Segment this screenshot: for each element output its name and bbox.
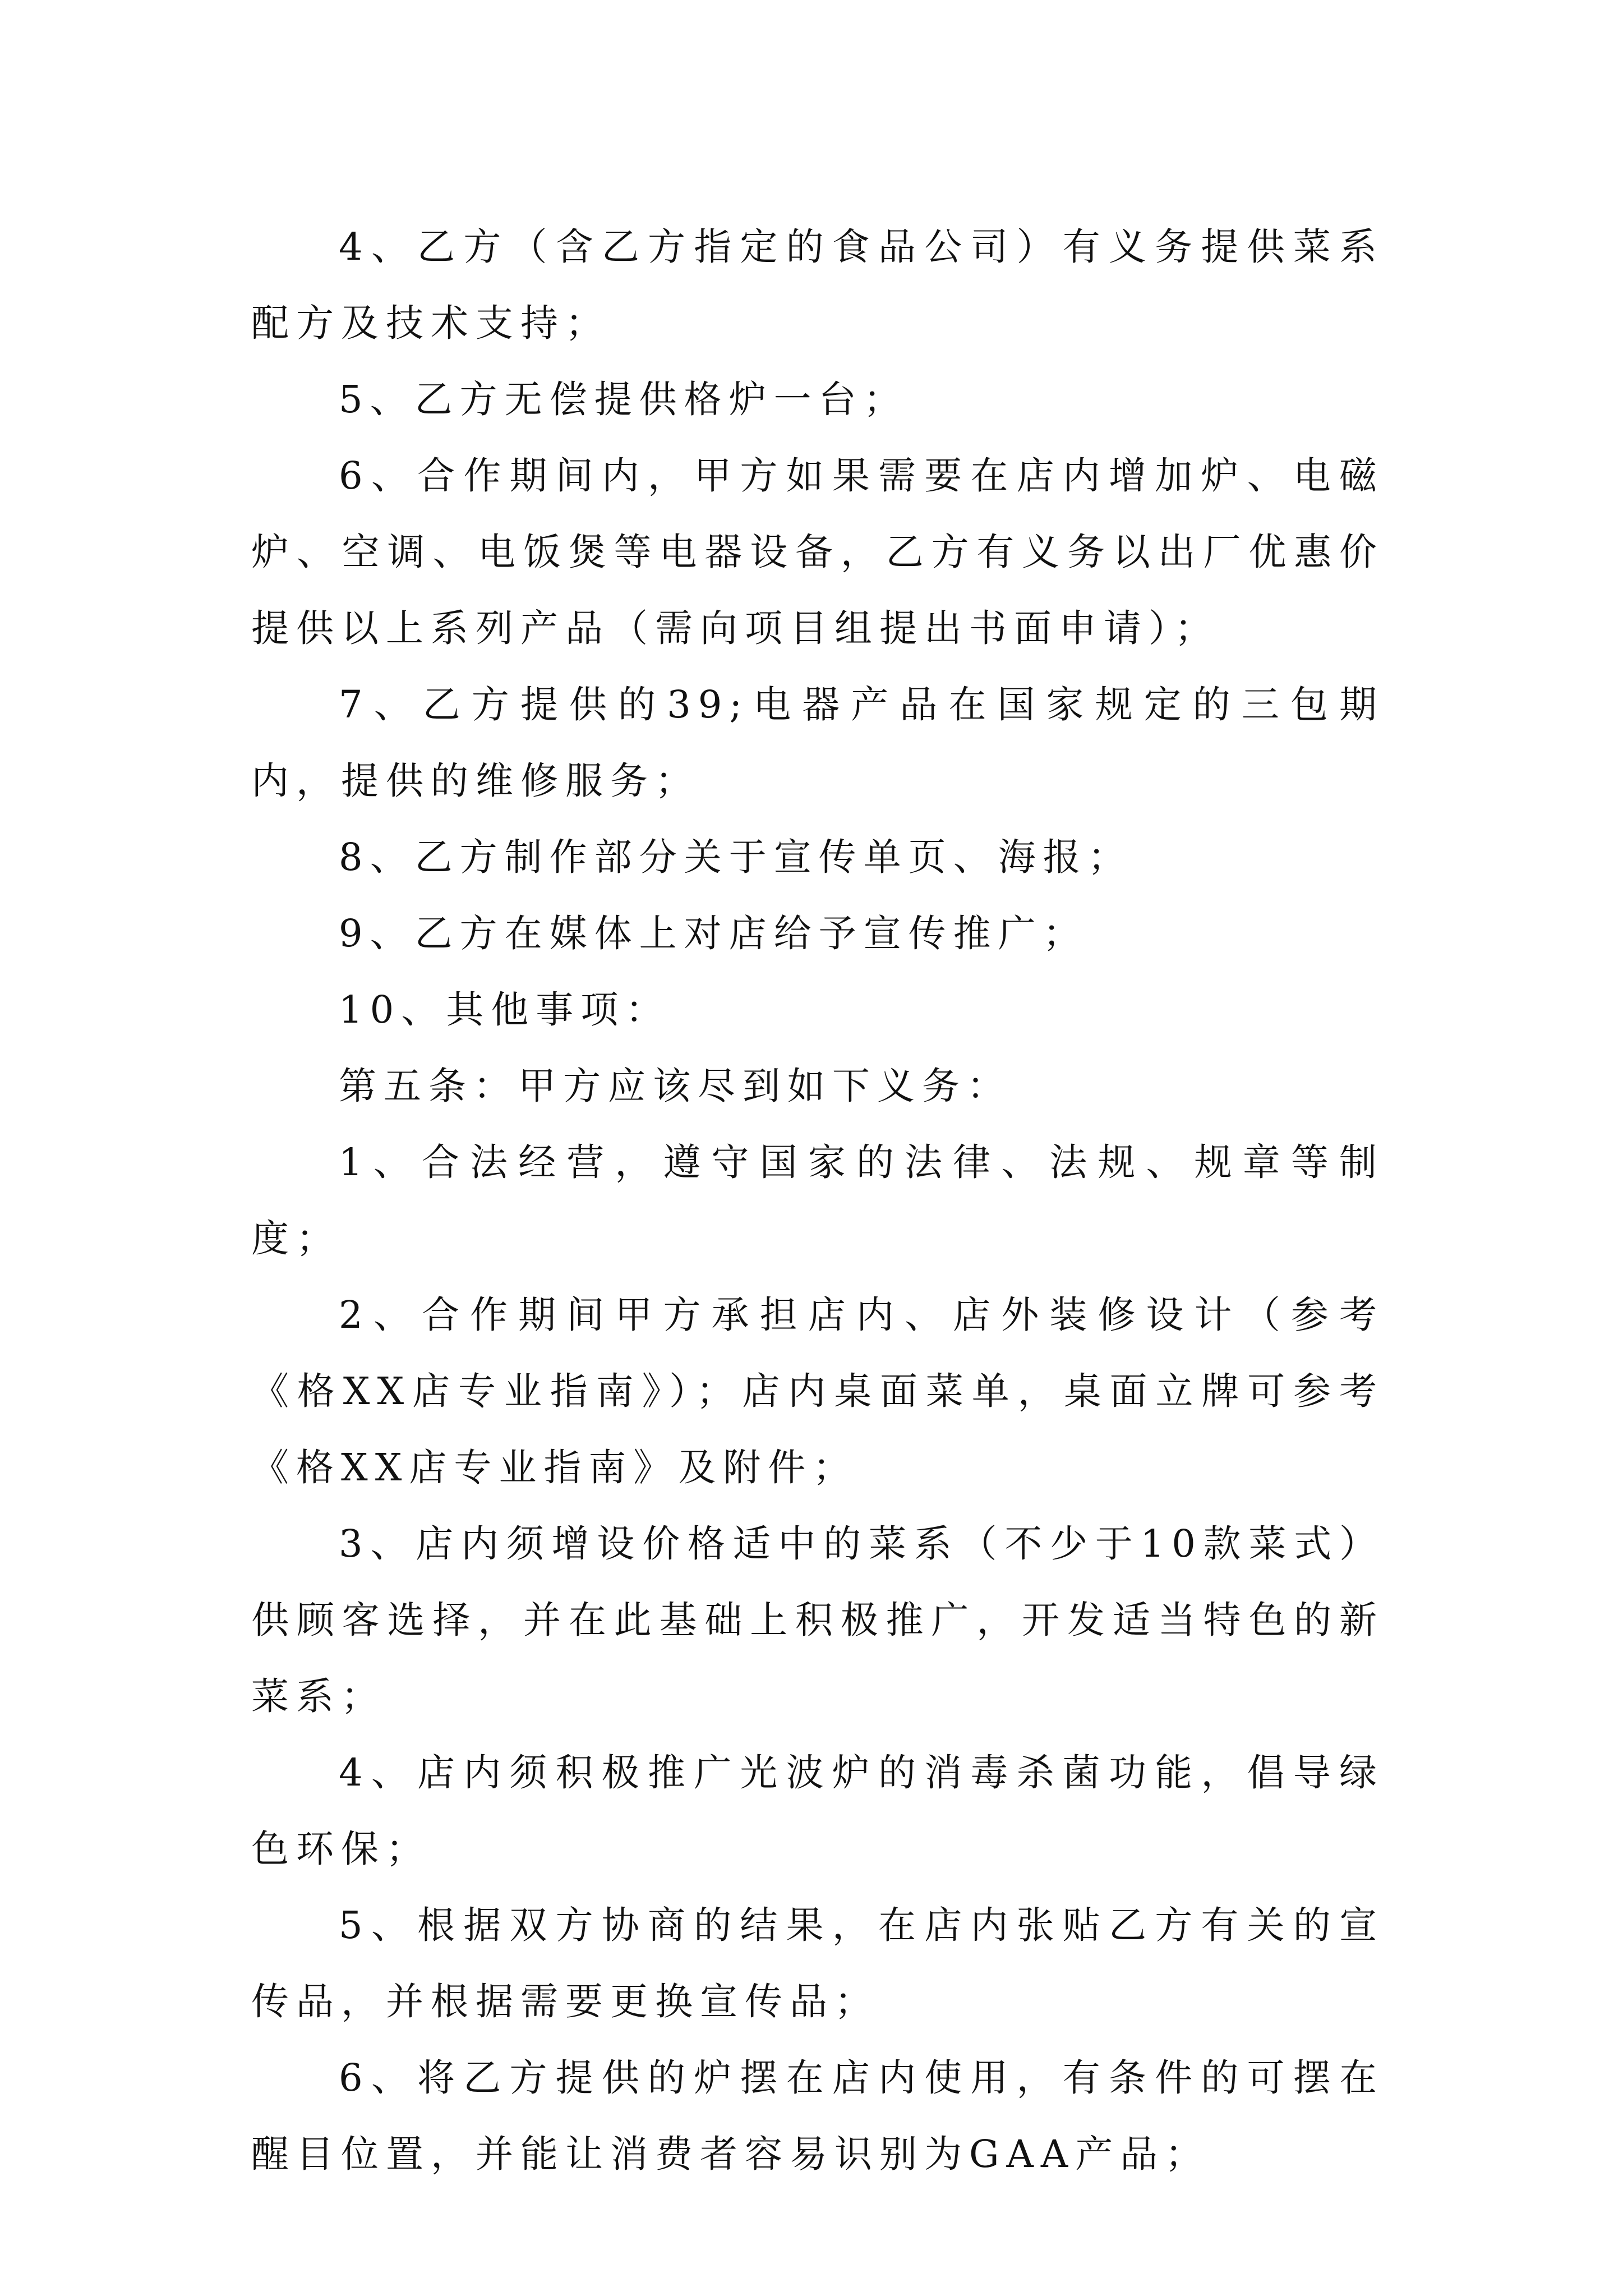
paragraph-item-10: 10、其他事项：: [339, 988, 671, 1032]
document-body: [251, 209, 1384, 2192]
obligation-item-3: 3、店内须增设价格适中的菜系（不少于10款菜式）供顾客选择，并在此基础上积极推广，开发适当特色的新菜系；: [251, 1522, 1384, 1718]
paragraph-item-5: 5、乙方无偿提供格炉一台；: [339, 378, 909, 421]
obligation-item-1: 1、合法经营，遵守国家的法律、法规、规章等制度；: [251, 1140, 1384, 1260]
obligation-item-6: 6、将乙方提供的炉摆在店内使用，有条件的可摆在醒目位置，并能让消费者容易识别为GAA产品；: [251, 2056, 1384, 2176]
obligation-item-2: 2、合作期间甲方承担店内、店外装修设计（参考《格XX店专业指南》）；店内桌面菜单，桌面立牌可参考《格XX店专业指南》及附件；: [251, 1293, 1384, 1489]
paragraph-item-9: 9、乙方在媒体上对店给予宣传推广；: [339, 912, 1088, 955]
paragraph-item-6: 6、合作期间内，甲方如果需要在店内增加炉、电磁炉、空调、电饭煲等电器设备，乙方有义务以出厂优惠价提供以上系列产品（需向项目组提出书面申请）；: [251, 454, 1384, 650]
paragraph-item-8: 8、乙方制作部分关于宣传单页、海报；: [339, 835, 1133, 879]
section-heading-article-5: 第五条：甲方应该尽到如下义务：: [339, 1064, 1012, 1108]
obligation-item-4: 4、店内须积极推广光波炉的消毒杀菌功能，倡导绿色环保；: [251, 1751, 1384, 1871]
paragraph-item-7: 7、乙方提供的39;电器产品在国家规定的三包期内，提供的维修服务；: [251, 683, 1384, 803]
obligation-item-5: 5、根据双方协商的结果，在店内张贴乙方有关的宣传品，并根据需要更换宣传品；: [251, 1903, 1384, 2023]
paragraph-item-4: 4、乙方（含乙方指定的食品公司）有义务提供菜系配方及技术支持；: [251, 225, 1384, 345]
